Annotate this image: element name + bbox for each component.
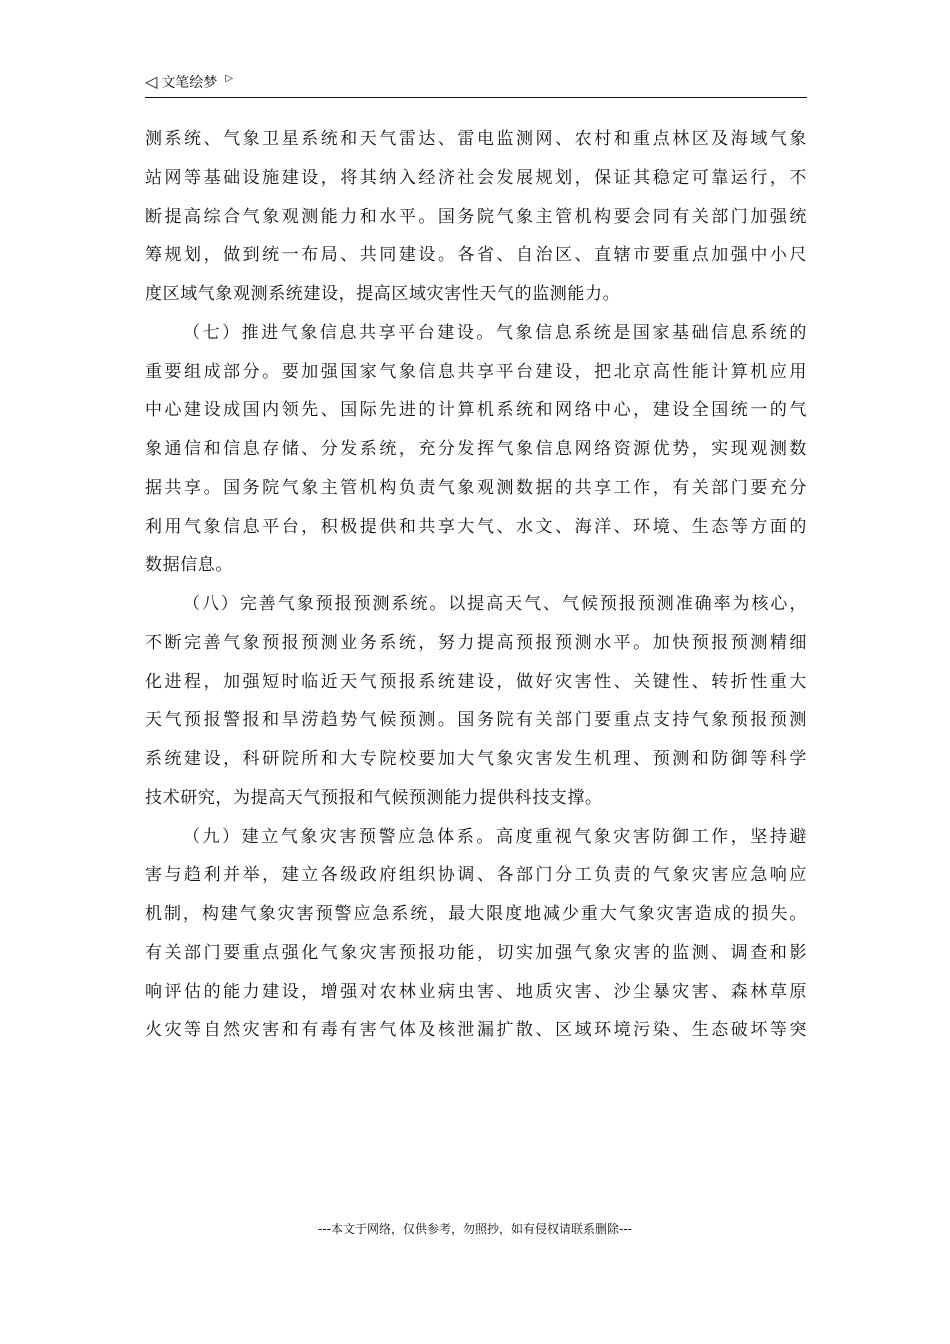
right-triangle-icon: ▷ [225,73,234,84]
text-line: 响评估的能力建设，增强对农林业病虫害、地质灾害、沙尘暴灾害、森林草原 [145,981,807,1002]
text-line: 利用气象信息平台，积极提供和共享大气、水文、海洋、环境、生态等方面的 [145,516,807,537]
text-line: 有关部门要重点强化气象灾害预报功能，切实加强气象灾害的监测、调查和影 [145,942,807,963]
text-line: （九）建立气象灾害预警应急体系。高度重视气象灾害防御工作，坚持避 [183,826,807,847]
text-line: 站网等基础设施建设，将其纳入经济社会发展规划，保证其稳定可靠运行，不 [145,167,807,188]
text-line: （八）完善气象预报预测系统。以提高天气、气候预报预测准确率为核心， [183,594,807,614]
text-line: 技术研究，为提高天气预报和气候预测能力提供科技支撑。 [145,787,603,808]
text-line: 天气预报警报和旱涝趋势气候预测。国务院有关部门要重点支持气象预报预测 [145,710,807,731]
text-line: 机制，构建气象灾害预警应急系统，最大限度地减少重大气象灾害造成的损失。 [145,904,807,924]
page-footer: ---本文于网络，仅供参考，勿照抄，如有侵权请联系删除--- [318,1222,632,1236]
text-line: 测系统、气象卫星系统和天气雷达、雷电监测网、农村和重点林区及海域气象 [145,129,807,149]
text-line: 数据信息。 [145,555,233,576]
left-triangle-icon: ◁ [145,72,158,91]
text-line: 系统建设，科研院所和大专院校要加大气象灾害发生机理、预测和防御等科学 [145,749,807,769]
text-line: 不断完善气象预报预测业务系统，努力提高预报预测水平。加快预报预测精细 [145,632,807,653]
brand-text: 文笔绘梦 [161,75,218,91]
document-body [145,120,807,1050]
text-line: 中心建设成国内领先、国际先进的计算机系统和网络中心，建设全国统一的气 [145,400,807,421]
text-line: 据共享。国务院气象主管机构负责气象观测数据的共享工作，有关部门要充分 [145,477,807,498]
text-line: 重要组成部分。要加强国家气象信息共享平台建设，把北京高性能计算机应用 [145,361,807,382]
text-line: 象通信和信息存储、分发系统，充分发挥气象信息网络资源优势，实现观测数 [145,439,807,459]
text-line: （七）推进气象信息共享平台建设。气象信息系统是国家基础信息系统的 [183,322,807,343]
text-line: 化进程，加强短时临近天气预报系统建设，做好灾害性、关键性、转折性重大 [145,671,807,692]
text-line: 断提高综合气象观测能力和水平。国务院气象主管机构要会同有关部门加强统 [145,206,807,227]
header-brand [145,72,807,92]
text-line: 筹规划，做到统一布局、共同建设。各省、自治区、直辖市要重点加强中小尺 [145,245,807,266]
text-line: 火灾等自然灾害和有毒有害气体及核泄漏扩散、区域环境污染、生态破坏等突 [145,1020,807,1041]
header-divider [145,97,807,98]
page-header [145,72,807,98]
text-line: 害与趋利并举，建立各级政府组织协调、各部门分工负责的气象灾害应急响应 [145,865,807,886]
text-line: 度区域气象观测系统建设，提高区域灾害性天气的监测能力。 [145,284,621,304]
